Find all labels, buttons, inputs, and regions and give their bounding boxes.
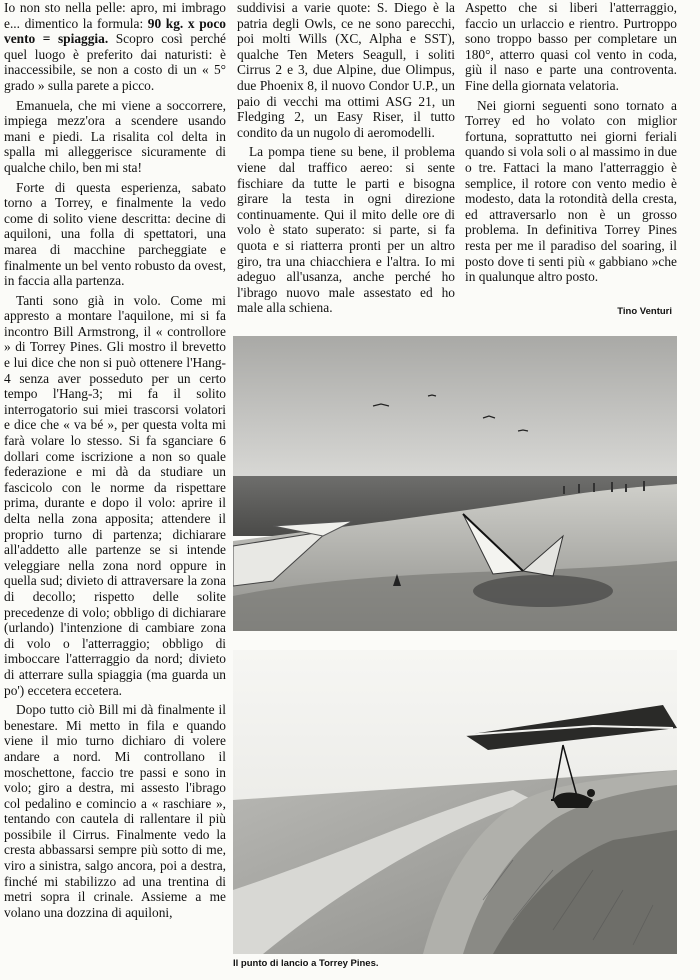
launch-site-photo (233, 336, 677, 631)
paragraph: Nei giorni seguenti sono tornato a Torrey ed ho volato con miglior fortuna, soprattutto nei giorni feriali quando si vola soli o al massimo in due o tre. Fattaci la mano l'atterraggio è semplice, il rotore con vento medio è modesto, data la rotondità della cresta, ed attraversarlo non è un grosso problema. In definitiva Torrey Pines resta per me il paradiso del soaring, il posto dove ti senti più « gabbiano »che in qualunque altro posto. (465, 97, 677, 285)
author-signature: Tino Venturi (617, 306, 672, 317)
article-column-2 (237, 0, 455, 335)
paragraph: suddivisi a varie quote: S. Diego è la patria degli Owls, ce ne sono parecchi, poi molti Wills (XC, Alpha e SST), qualche Ten Meters Seagull, i soliti Cirrus 2 e 3, due Alpine, due Olimpus, due Phoenix 8, il nuovo Condor U.P., un paio di vecchi ma ottimi ASG 21, un Fledging 2, un Easy Riser, il tutto condito da un nugolo di aeromodelli. (237, 0, 455, 140)
photo-caption: Il punto di lancio a Torrey Pines. (233, 958, 379, 969)
paragraph: Emanuela, che mi viene a soccorrere, impiega mezz'ora a scendere usando mani e piedi. La risalita col delta in spalla mi alleggerisce sicuramente di qualche chilo, ben mi sta! (4, 97, 226, 175)
paragraph: La pompa tiene su bene, il problema viene dal traffico aereo: si sente fischiare da tutte le parti e bisogna girare la testa in ogni direzione continuamente. Qui il mito delle ore di volo è stato superato: si parte, si fa quota e si riatterra pronti per un altro giro, tra una chiacchiera e l'altra. Io mi adeguo all'usanza, anche perché ho l'ibrago nuovo male assestato ed ho male alla schiena. (237, 144, 455, 316)
article-column-1 (4, 0, 226, 975)
glider-cliff-photo (233, 650, 677, 954)
paragraph: Tanti sono già in volo. Come mi appresto a montare l'aquilone, mi si fa incontro Bill Armstrong, il « controllore » di Torrey Pines. Gli mostro il brevetto e lui dice che non si può ottenere l'Hang-4 senza aver posseduto per un certo tempo l'Hang-3; mi fa il solito interrogatorio sui miei trascorsi volatori e dice che « va bé », per questa volta mi farà volare lo stesso. Si fa sganciare 6 dollari come iscrizione a non so quale federazione e mi dà da studiare un fascicolo con le norme da rispettare prima, durante e dopo il volo: aprire il delta nella zona apposita; attendere il proprio turno di partenza; dichiarare all'addetto alle partenze se si intende veleggiare nella zona nord oppure in quella sud; divieto di attraversare la zona di decollo; rispetto delle solite precedenze di volo; obbligo di dichiarare (urlando) l'intenzione di cambiare zona di volo o l'atterraggio; obbligo di imboccare l'atterraggio da nord; divieto di atterrare sulla spiaggia (ma guarda un po') eccetera eccetera. (4, 292, 226, 698)
paragraph: Io non sto nella pelle: apro, mi imbrago e... dimentico la formula: 90 kg. x poco vento = spiaggia. Scopro così perché quel luogo è preferito dai naturisti: è inaccessibile, se non a costo di un « 5° grado » sulla parete a picco. (4, 0, 226, 93)
paragraph: Aspetto che si liberi l'atterraggio, faccio un urlaccio e rientro. Purtroppo sono troppo basso per completare un 180°, atterro quasi col vento in coda, giù il naso e parte una controventa. Fine della giornata velatoria. (465, 0, 677, 93)
article-column-3 (465, 0, 677, 300)
paragraph: Dopo tutto ciò Bill mi dà finalmente il benestare. Mi metto in fila e quando viene il mio turno dichiaro di volere andare a nord. Mi controllano il moschettone, faccio tre passi e sono in volo; giro a destra, mi assesto l'ibrago col pedalino e comincio a « raschiare », tentando con cautela di rallentare il più possibile il Cirrus. Finalmente vedo la cresta abbassarsi sempre più sotto di me, viro a sinistra, salgo ancora, poi a destra, finché mi stabilizzo ad una trentina di metri sopra il crinale. Assieme a me volano una dozzina di aquiloni, (4, 702, 226, 920)
paragraph: Forte di questa esperienza, sabato torno a Torrey, e finalmente la vedo come di solito viene descritta: decine di aquiloni, una folla di spettatori, una marea di macchine parcheggiate e finalmente un bel vento robusto da ovest, in faccia alla partenza. (4, 179, 226, 289)
